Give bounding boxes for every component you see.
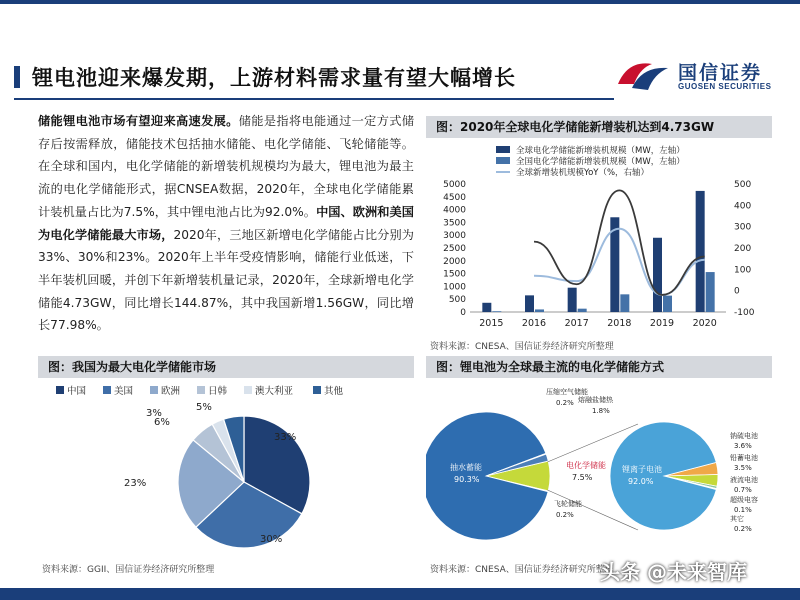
x-tick-label: 2020 <box>692 318 717 329</box>
legend-swatch <box>496 146 510 153</box>
bar-global <box>653 238 662 312</box>
bar-global <box>482 303 491 312</box>
y-right-tick-label: 400 <box>734 201 752 212</box>
pie-value-label: 92.0% <box>628 477 654 486</box>
pie-label: 超级电容 <box>730 496 758 504</box>
pie-label: 压缩空气储能 <box>546 388 588 396</box>
y-left-tick-label: 500 <box>448 295 466 306</box>
pie-value-label: 1.8% <box>592 407 610 415</box>
legend-label: 中国 <box>67 386 87 397</box>
body-text-1: 储能是指将电能通过一定方式储存后按需释放，储能技术包括抽水储能、电化学储能、飞轮储能等。在全球和国内，电化学储能的新增装机规模均为最大，锂电池为最主流的电化学储能形式，据CNSEA数据，2020年，全球电化学储能累计装机量占比为7.5%，其中锂电池占比为92.0%。 <box>38 114 415 219</box>
body-text-3: 2020年，三地区新增电化学储能占比分别为33%、30%和23%。2020年上半年受疫情影响，储能行业低迷，下半年装机回暖，并创下年新增装机量记录，2020年，全球新增电化学储能4.73GW，同比增长144.87%，其中我国新增1.56GW，同比增长77.98%。 <box>38 227 414 333</box>
bar-china <box>578 309 587 312</box>
y-right-tick-label: 0 <box>734 286 740 297</box>
bar-china <box>620 294 629 312</box>
y-left-tick-label: 3500 <box>443 218 466 229</box>
pie-value-label: 0.1% <box>734 506 752 514</box>
pie-value-label: 3% <box>146 408 162 419</box>
company-logo <box>610 54 790 98</box>
legend-swatch <box>150 386 158 394</box>
pie-label: 钠硫电池 <box>730 432 758 440</box>
pie-label: 铅蓄电池 <box>730 454 758 462</box>
pie-label: 飞轮储能 <box>554 500 582 508</box>
watermark-text: 头条 @未来智库 <box>600 560 747 584</box>
bar-global <box>525 295 534 312</box>
x-tick-label: 2015 <box>479 318 504 329</box>
pie-value-label: 0.2% <box>734 525 752 533</box>
top-stripe <box>0 0 800 4</box>
storage-pie-of-pie-chart <box>426 380 776 556</box>
logo-mark-icon <box>610 54 674 98</box>
bar-global <box>696 191 705 312</box>
pie-label: 熔融盐储热 <box>578 396 613 404</box>
pie-value-label: 3.6% <box>734 442 752 450</box>
pie-label: 其它 <box>730 515 744 523</box>
pie-value-label: 3.5% <box>734 464 752 472</box>
storage-chart-title: 图：锂电池为全球最主流的电化学储能方式 <box>426 356 772 378</box>
legend-label: 全球新增装机规模YoY（%，右轴） <box>516 168 650 178</box>
x-tick-label: 2019 <box>649 318 675 329</box>
pie-label: 锂离子电池 <box>622 465 662 474</box>
y-left-tick-label: 1000 <box>443 282 466 293</box>
pie-chart-title: 图：我国为最大电化学储能市场 <box>38 356 414 378</box>
legend-label: 澳大利亚 <box>255 386 294 397</box>
pie-label: 电化学储能 <box>566 461 606 470</box>
bar-chart-title: 图：2020年全球电化学储能新增装机达到4.73GW <box>426 116 772 138</box>
pie-value-label: 0.2% <box>556 511 574 519</box>
page-title: 锂电池迎来爆发期，上游材料需求量有望大幅增长 <box>32 65 516 90</box>
pie-value-label: 33% <box>274 432 297 443</box>
legend-swatch <box>244 386 252 394</box>
x-tick-label: 2017 <box>564 318 589 329</box>
body-lead-bold: 储能锂电池市场有望迎来高速发展。 <box>38 114 239 128</box>
title-accent-mark <box>14 66 20 88</box>
y-left-tick-label: 2500 <box>443 244 466 254</box>
body-paragraph <box>38 110 414 337</box>
legend-swatch <box>313 386 321 394</box>
y-left-tick-label: 4000 <box>443 205 466 216</box>
bar-chart-source: 资料来源：CNESA、国信证券经济研究所整理 <box>430 342 614 352</box>
body-bold-2: 中国、欧洲和美国为电化学储能最大市场， <box>38 204 414 242</box>
bottom-bar <box>0 588 800 600</box>
pie-value-label: 0.7% <box>734 486 752 494</box>
y-left-tick-label: 0 <box>460 308 466 318</box>
legend-label: 其他 <box>324 386 344 397</box>
y-left-tick-label: 5000 <box>443 180 466 190</box>
pie-value-label: 90.3% <box>454 475 480 484</box>
legend-swatch <box>197 386 205 394</box>
pie-value-label: 5% <box>196 402 212 413</box>
logo-chinese-name: 国信证券 <box>678 62 763 84</box>
title-underline <box>14 98 614 100</box>
y-left-tick-label: 3000 <box>443 231 466 242</box>
y-right-tick-label: 300 <box>734 222 752 233</box>
legend-swatch <box>103 386 111 394</box>
legend-label: 全球电化学储能新增装机规模（MW，左轴） <box>516 146 685 156</box>
y-right-tick-label: 500 <box>734 180 752 190</box>
bar-china <box>535 309 544 312</box>
y-left-tick-label: 2000 <box>443 256 466 267</box>
legend-swatch <box>496 157 510 164</box>
y-right-tick-label: -100 <box>734 308 755 318</box>
logo-english-name: GUOSEN SECURITIES <box>678 82 772 91</box>
legend-label: 全国电化学储能新增装机规模（MW，左轴） <box>516 157 685 167</box>
x-tick-label: 2016 <box>521 318 547 329</box>
legend-label: 日韩 <box>208 386 228 397</box>
bar-line-chart <box>426 140 776 338</box>
pie-value-label: 0.2% <box>556 399 574 407</box>
storage-chart-source: 资料来源：CNESA、国信证券经济研究所整理 <box>430 565 614 575</box>
pie-value-label: 6% <box>154 417 170 428</box>
y-left-tick-label: 4500 <box>443 192 466 203</box>
y-right-tick-label: 100 <box>734 265 752 276</box>
country-pie-chart <box>38 380 414 556</box>
pie-value-label: 30% <box>260 534 283 545</box>
bar-china <box>663 296 672 312</box>
y-right-tick-label: 200 <box>734 244 752 254</box>
y-left-tick-label: 1500 <box>443 269 466 280</box>
pie-label: 液流电池 <box>730 476 758 484</box>
x-tick-label: 2018 <box>607 318 632 329</box>
legend-label: 欧洲 <box>161 386 181 397</box>
pie-chart-source: 资料来源：GGII、国信证券经济研究所整理 <box>42 565 215 575</box>
bar-china <box>492 311 501 312</box>
legend-swatch <box>56 386 64 394</box>
bar-global <box>568 288 577 312</box>
pie-value-label: 7.5% <box>572 473 593 482</box>
pie-label: 抽水蓄能 <box>450 463 482 472</box>
legend-label: 美国 <box>114 386 134 397</box>
pie-value-label: 23% <box>124 478 147 489</box>
bar-china <box>706 272 715 312</box>
